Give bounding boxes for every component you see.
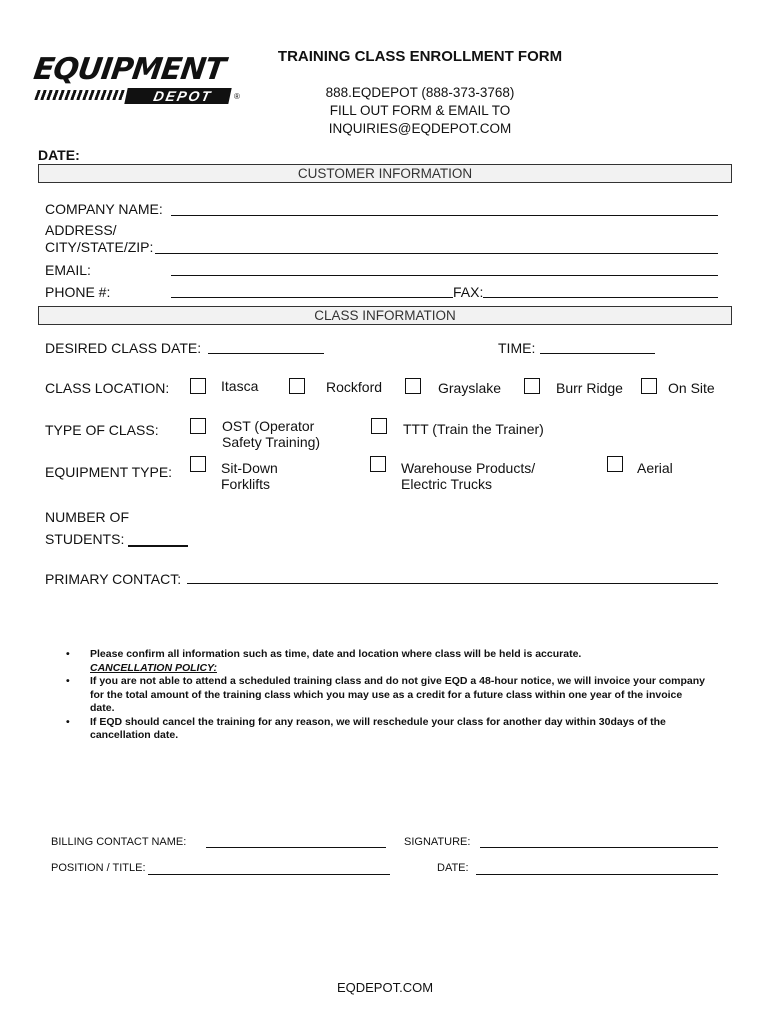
class-location-label: CLASS LOCATION: — [45, 380, 170, 396]
location-rockford-checkbox[interactable] — [289, 378, 305, 394]
note-cancel-eqd-text: If EQD should cancel the training for any reason, we will reschedule your class for another day within 30days of the cancellation date. — [90, 715, 666, 741]
type-ttt-checkbox[interactable] — [371, 418, 387, 434]
company-logo — [30, 52, 240, 108]
customer-info-header: CUSTOMER INFORMATION — [38, 164, 732, 183]
billing-contact-field[interactable] — [206, 847, 386, 848]
form-title: TRAINING CLASS ENROLLMENT FORM — [277, 48, 563, 65]
note-item-cancel-by-eqd — [66, 716, 706, 743]
contact-block — [270, 84, 570, 138]
students-field[interactable] — [128, 545, 188, 547]
location-itasca-checkbox[interactable] — [190, 378, 206, 394]
type-ost-label-line2: Safety Training) — [222, 434, 321, 450]
desired-date-field[interactable] — [208, 353, 324, 354]
contact-phone: 888.EQDEPOT (888-373-3768) — [325, 85, 515, 100]
location-grayslake-checkbox[interactable] — [405, 378, 421, 394]
bullet: • — [66, 715, 70, 728]
address-field[interactable] — [155, 253, 718, 254]
phone-field[interactable] — [171, 297, 453, 298]
date-label: DATE: — [38, 147, 80, 163]
primary-contact-field[interactable] — [187, 583, 718, 584]
contact-instruction: FILL OUT FORM & EMAIL TO — [329, 103, 511, 118]
time-field[interactable] — [540, 353, 655, 354]
type-ttt-label: TTT (Train the Trainer) — [403, 421, 544, 437]
location-burr-ridge-checkbox[interactable] — [524, 378, 540, 394]
equipment-sit-down-line1: Sit-Down — [221, 460, 278, 476]
position-title-label: POSITION / TITLE: — [51, 862, 146, 874]
address-label: ADDRESS/ — [45, 222, 117, 238]
students-label-line1: NUMBER OF — [45, 509, 129, 525]
primary-contact-label: PRIMARY CONTACT: — [45, 571, 182, 587]
logo-depot-banner: DEPOT — [124, 88, 231, 104]
equipment-sit-down-line2: Forklifts — [221, 476, 270, 492]
company-name-label: COMPANY NAME: — [45, 201, 163, 217]
location-itasca-label: Itasca — [221, 378, 259, 394]
billing-date-label: DATE: — [437, 862, 469, 874]
registered-mark: ® — [234, 92, 240, 101]
billing-contact-label: BILLING CONTACT NAME: — [51, 836, 187, 848]
equipment-aerial-checkbox[interactable] — [607, 456, 623, 472]
logo-wordmark: EQUIPMENT — [31, 52, 227, 87]
note-item-cancel-by-customer — [66, 675, 706, 716]
fax-label: FAX: — [453, 284, 484, 300]
location-rockford-label: Rockford — [326, 379, 383, 395]
equipment-sit-down-checkbox[interactable] — [190, 456, 206, 472]
equipment-warehouse-line1: Warehouse Products/ — [401, 460, 536, 476]
email-field[interactable] — [171, 275, 718, 276]
company-name-field[interactable] — [171, 215, 718, 216]
notes-list — [66, 648, 706, 743]
type-ost-label-line1: OST (Operator — [222, 418, 315, 434]
city-state-zip-label: CITY/STATE/ZIP: — [45, 239, 154, 255]
location-burr-ridge-label: Burr Ridge — [556, 380, 623, 396]
type-ost-checkbox[interactable] — [190, 418, 206, 434]
note-item-confirm — [66, 648, 706, 662]
class-info-header: CLASS INFORMATION — [38, 306, 732, 325]
note-cancel-customer-text: If you are not able to attend a scheduled training class and do not give EQD a 48-hour notice, we will invoice your company for the total amount of the training class which you may use as a credit for a future class within one year of the invoice date. — [90, 675, 705, 714]
signature-field[interactable] — [480, 847, 718, 848]
logo-stripes — [34, 90, 126, 100]
fax-field[interactable] — [483, 297, 718, 298]
equipment-type-label: EQUIPMENT TYPE: — [45, 464, 173, 480]
location-on-site-checkbox[interactable] — [641, 378, 657, 394]
billing-date-field[interactable] — [476, 874, 718, 875]
class-type-label: TYPE OF CLASS: — [45, 422, 159, 438]
note-confirm-text: Please confirm all information such as time, date and location where class will be held is accurate. — [90, 648, 582, 660]
students-label-line2: STUDENTS: — [45, 531, 125, 547]
bullet: • — [66, 648, 70, 660]
phone-label: PHONE #: — [45, 284, 111, 300]
equipment-aerial-label: Aerial — [637, 460, 673, 476]
time-label: TIME: — [498, 340, 536, 356]
location-on-site-label: On Site — [668, 380, 715, 396]
note-policy-heading-row — [66, 662, 706, 676]
bullet: • — [66, 675, 70, 687]
contact-email: INQUIRIES@EQDEPOT.COM — [328, 121, 512, 136]
position-title-field[interactable] — [148, 874, 390, 875]
desired-date-label: DESIRED CLASS DATE: — [45, 340, 202, 356]
footer-website: EQDEPOT.COM — [336, 980, 434, 995]
signature-label: SIGNATURE: — [404, 836, 471, 848]
equipment-warehouse-line2: Electric Trucks — [401, 476, 493, 492]
cancellation-policy-heading: CANCELLATION POLICY: — [90, 661, 217, 674]
equipment-warehouse-checkbox[interactable] — [370, 456, 386, 472]
email-label: EMAIL: — [45, 262, 91, 278]
location-grayslake-label: Grayslake — [438, 380, 502, 396]
